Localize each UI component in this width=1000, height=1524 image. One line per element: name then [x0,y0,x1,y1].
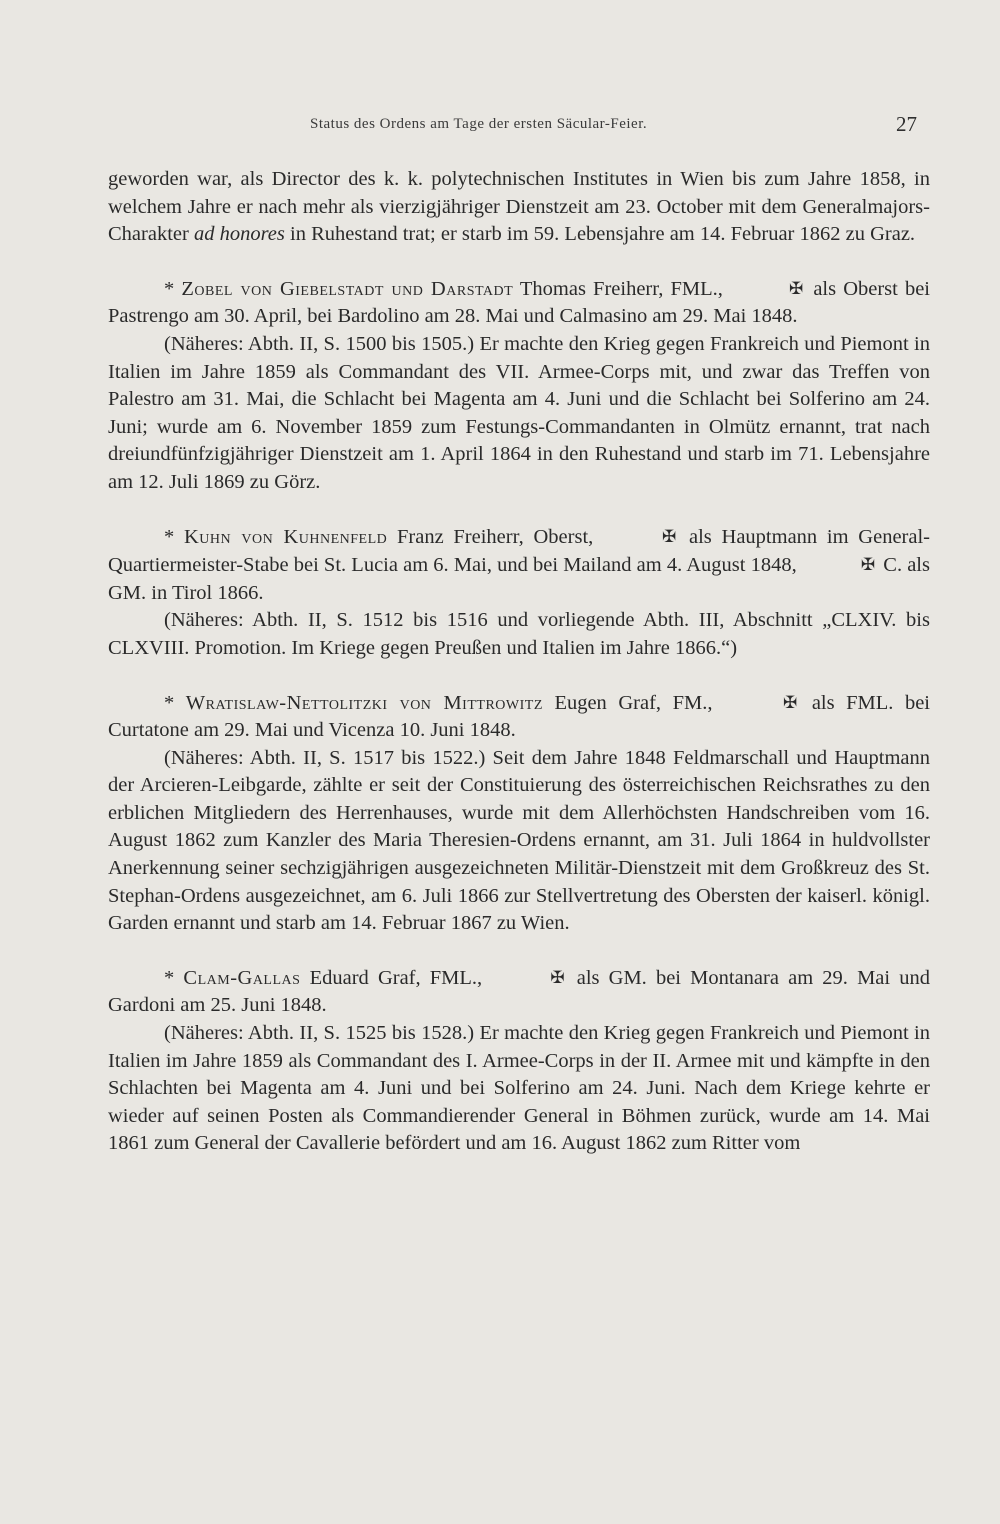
entry-detail: (Näheres: Abth. II, S. 1512 bis 1516 und vorliegende Abth. III, Abschnitt „CLXIV. bis CLXVIII. Promotion. Im Kriege gegen Preußen und Italien im Jahre 1866.“) [108,609,930,659]
entry-name: Zobel von Giebelstadt und Darstadt [181,277,514,300]
entry-head: Eugen Graf, FM., [542,691,725,714]
entry-zobel [108,275,930,497]
entry-heading [108,964,930,1020]
entry-head: Thomas Freiherr, FML., [513,277,730,300]
entry-star: * [164,966,184,989]
order-cross-icon: ✠ [662,526,677,546]
page-body [108,166,930,1158]
intro-italic: ad honores [193,223,285,246]
entry-heading [108,689,930,745]
entry-head: Franz Freiherr, Oberst, [387,525,604,548]
intro-paragraph [108,166,930,249]
entry-wratislaw [108,689,930,938]
page-number: 27 [896,112,917,136]
entry-name: Wratislaw-Nettolitzki von Mittrowitz [185,691,543,714]
entry-head-end-2: C. als GM. in Tirol 1866. [108,554,930,604]
entry-head-end: als FML. bei Curtatone am 29. Mai und Vicenza 10. Juni 1848. [108,691,930,742]
page-header [0,112,1000,142]
order-cross-icon: ✠ [550,967,565,987]
intro-text-1: geworden war, als Director des k. k. polytechnischen Institutes in Wien bis zum Jahre 1858, in welchem Jahre er nach mehr als vierzigjähriger Dienstzeit am 23. October mit dem Generalmajors-Charakter [108,168,930,246]
order-cross-icon: ✠ [783,692,798,712]
order-cross-icon: ✠ [788,278,804,298]
entry-head-end: als Oberst bei Pastrengo am 30. April, bei Bardolino am 28. Mai und Calmasino am 29. Mai 1848. [108,277,930,328]
entry-head-end: als Hauptmann im General-Quartiermeister-Stabe bei St. Lucia am 6. Mai, und bei Mailand am 4. August 1848, [108,525,930,577]
entry-detail: (Näheres: Abth. II, S. 1517 bis 1522.) Seit dem Jahre 1848 Feldmarschall und Hauptmann der Arcieren-Leibgarde, zählte er seit der Constituierung des österreichischen Reichsrathes zu den erblichen Mitgliedern des Herrenhauses, wurde mit dem Allerhöchsten Handschreiben vom 16. August 1862 zum Kanzler des Maria Theresien-Ordens ernannt, am 31. Juli 1864 in huldvollster Anerkennung seiner sechzigjährigen ausgezeichneten Militär-Dienstzeit mit dem Großkreuz des St. Stephan-Ordens ausgezeichnet, am 6. Juli 1866 zur Stellvertretung des Obersten der kaiserl. königl. Garden ernannt und starb am 14. Februar 1867 zu Wien. [108,746,930,935]
entry-star: * [164,277,182,300]
entry-detail: (Näheres: Abth. II, S. 1525 bis 1528.) Er machte den Krieg gegen Frankreich und Piemont in Italien im Jahre 1859 als Commandant des I. Armee-Corps in der II. Armee mit und kämpfte in den Schlachten bei Magenta am 4. Juni und bei Solferino am 24. Juni. Nach dem Kriege kehrte er wieder auf seinen Posten als Commandierender General in Böhmen zurück, wurde am 14. Mai 1861 zum General der Cavallerie befördert und am 16. August 1862 zum Ritter vom [108,1022,930,1155]
entry-kuhn [108,523,930,663]
entry-name: Clam-Gallas [183,966,301,989]
entry-detail: (Näheres: Abth. II, S. 1500 bis 1505.) Er machte den Krieg gegen Frankreich und Piemont in Italien im Jahre 1859 als Commandant des VII. Armee-Corps mit, und zwar das Treffen von Palestro am 31. Mai, die Schlacht bei Magenta am 4. Juni und die Schlacht bei Solferino am 24. Juni; wurde am 6. November 1859 zum Festungs-Commandanten in Olmütz ernannt, trat nach dreiundfünfzigjähriger Dienstzeit am 1. April 1864 in den Ruhestand und starb im 71. Lebensjahre am 12. Juli 1869 zu Görz. [108,332,930,493]
running-head: Status des Ordens am Tage der ersten Säcular-Feier. [310,116,648,132]
entry-head: Eduard Graf, FML., [300,966,492,989]
order-cross-icon: ✠ [860,555,876,575]
entry-clam-gallas [108,964,930,1158]
entry-star: * [164,525,184,548]
entry-star: * [164,691,186,714]
entry-name: Kuhn von Kuhnenfeld [184,525,388,548]
entry-heading [108,523,930,608]
entry-heading [108,275,930,331]
entry-head-end: als GM. bei Montanara am 29. Mai und Gardoni am 25. Juni 1848. [108,966,931,1017]
intro-text-2: in Ruhestand trat; er starb im 59. Lebensjahre am 14. Februar 1862 zu Graz. [284,223,916,246]
